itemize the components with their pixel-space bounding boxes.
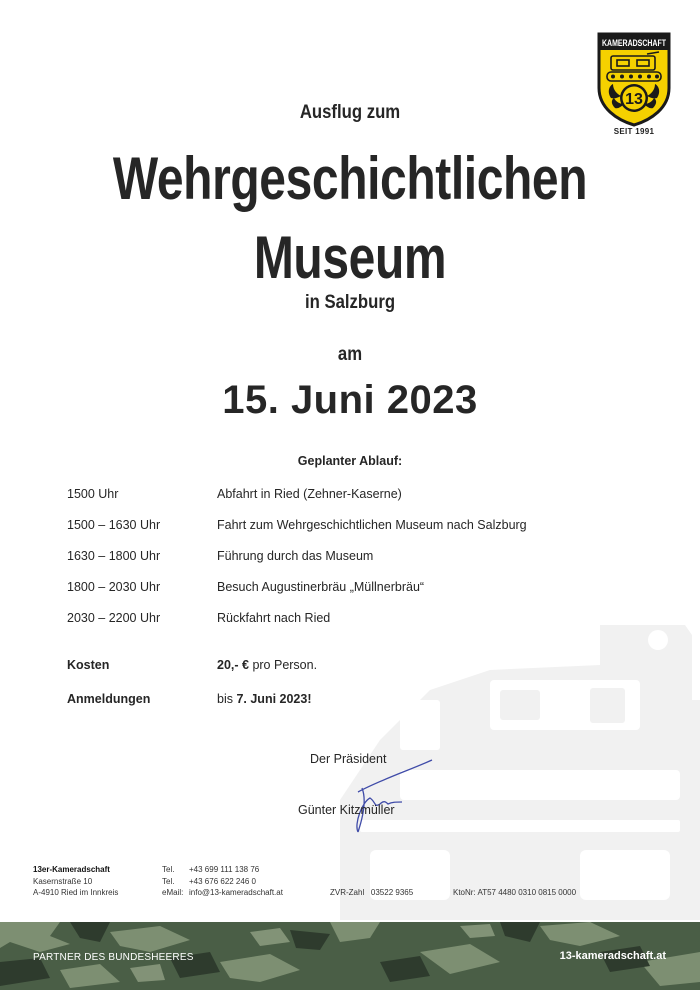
- footer-email[interactable]: info@13-kameradschaft.at: [189, 888, 283, 897]
- tel-label: Tel.: [162, 876, 175, 886]
- schedule-desc: Rückfahrt nach Ried: [217, 611, 331, 625]
- logo-since-text: SEIT 1991: [613, 127, 655, 136]
- footer-street: Kasernstraße 10: [33, 876, 93, 886]
- registration-prefix: bis: [217, 692, 237, 706]
- costs-suffix: pro Person.: [248, 658, 318, 672]
- schedule-time: 1630 – 1800 Uhr: [67, 549, 161, 563]
- schedule-row: [67, 518, 627, 549]
- signature-icon: [340, 758, 450, 838]
- tel-label: Tel.: [162, 865, 175, 874]
- schedule-row: [67, 549, 627, 580]
- schedule-row: [67, 580, 627, 611]
- schedule-time: 1800 – 2030 Uhr: [67, 580, 161, 594]
- title-line-1: Wehrgeschichtlichen: [112, 145, 588, 212]
- schedule-desc: Fahrt zum Wehrgeschichtlichen Museum nach Salzburg: [217, 518, 527, 532]
- location-text: in Salzburg: [304, 292, 396, 313]
- camouflage-band: [0, 922, 700, 990]
- schedule-desc: Führung durch das Museum: [217, 549, 374, 563]
- schedule-time: 1500 – 1630 Uhr: [67, 518, 161, 532]
- kameradschaft-logo: [597, 32, 671, 142]
- title-line-2: Museum: [253, 224, 447, 291]
- footer-zvr: ZVR-Zahl 03522 9365: [330, 888, 414, 897]
- partner-text: PARTNER DES BUNDESHEERES: [33, 952, 194, 963]
- am-text: am: [337, 344, 363, 365]
- costs-amount: 20,- €: [217, 658, 249, 672]
- footer-tel-1: +43 699 111 138 76: [189, 865, 260, 874]
- costs-label: Kosten: [67, 658, 110, 672]
- registration-deadline: 7. Juni 2023!: [236, 692, 312, 706]
- website-link[interactable]: 13-kameradschaft.at: [559, 950, 666, 962]
- event-date: 15. Juni 2023: [222, 378, 478, 422]
- schedule-desc: Besuch Augustinerbräu „Müllnerbräu“: [217, 580, 425, 594]
- footer-account: KtoNr: AT57 4480 0310 0815 0000: [453, 888, 577, 897]
- schedule-desc: Abfahrt in Ried (Zehner-Kaserne): [217, 487, 402, 501]
- logo-top-text: KAMERADSCHAFT: [602, 38, 667, 48]
- schedule-list: [67, 487, 627, 642]
- intro-text: Ausflug zum: [299, 102, 401, 123]
- email-label: eMail:: [162, 888, 184, 897]
- footer-city: A-4910 Ried im Innkreis: [33, 888, 119, 897]
- logo-number: 13: [625, 91, 643, 108]
- registration-label: Anmeldungen: [67, 692, 151, 706]
- schedule-row: [67, 487, 627, 518]
- schedule-title: Geplanter Ablauf:: [297, 454, 403, 468]
- registration-value: [217, 692, 312, 706]
- footer-tel-2: +43 676 622 246 0: [189, 876, 256, 886]
- schedule-time: 1500 Uhr: [67, 487, 119, 501]
- schedule-time: 2030 – 2200 Uhr: [67, 611, 161, 625]
- footer-contact: [162, 864, 283, 899]
- schedule-row: [67, 611, 627, 642]
- footer-org-name: 13er-Kameradschaft: [33, 865, 110, 874]
- president-name: Günter Kitzmüller: [298, 803, 395, 817]
- president-title: Der Präsident: [310, 752, 387, 766]
- costs-value: [217, 658, 317, 672]
- footer-address: [33, 864, 118, 899]
